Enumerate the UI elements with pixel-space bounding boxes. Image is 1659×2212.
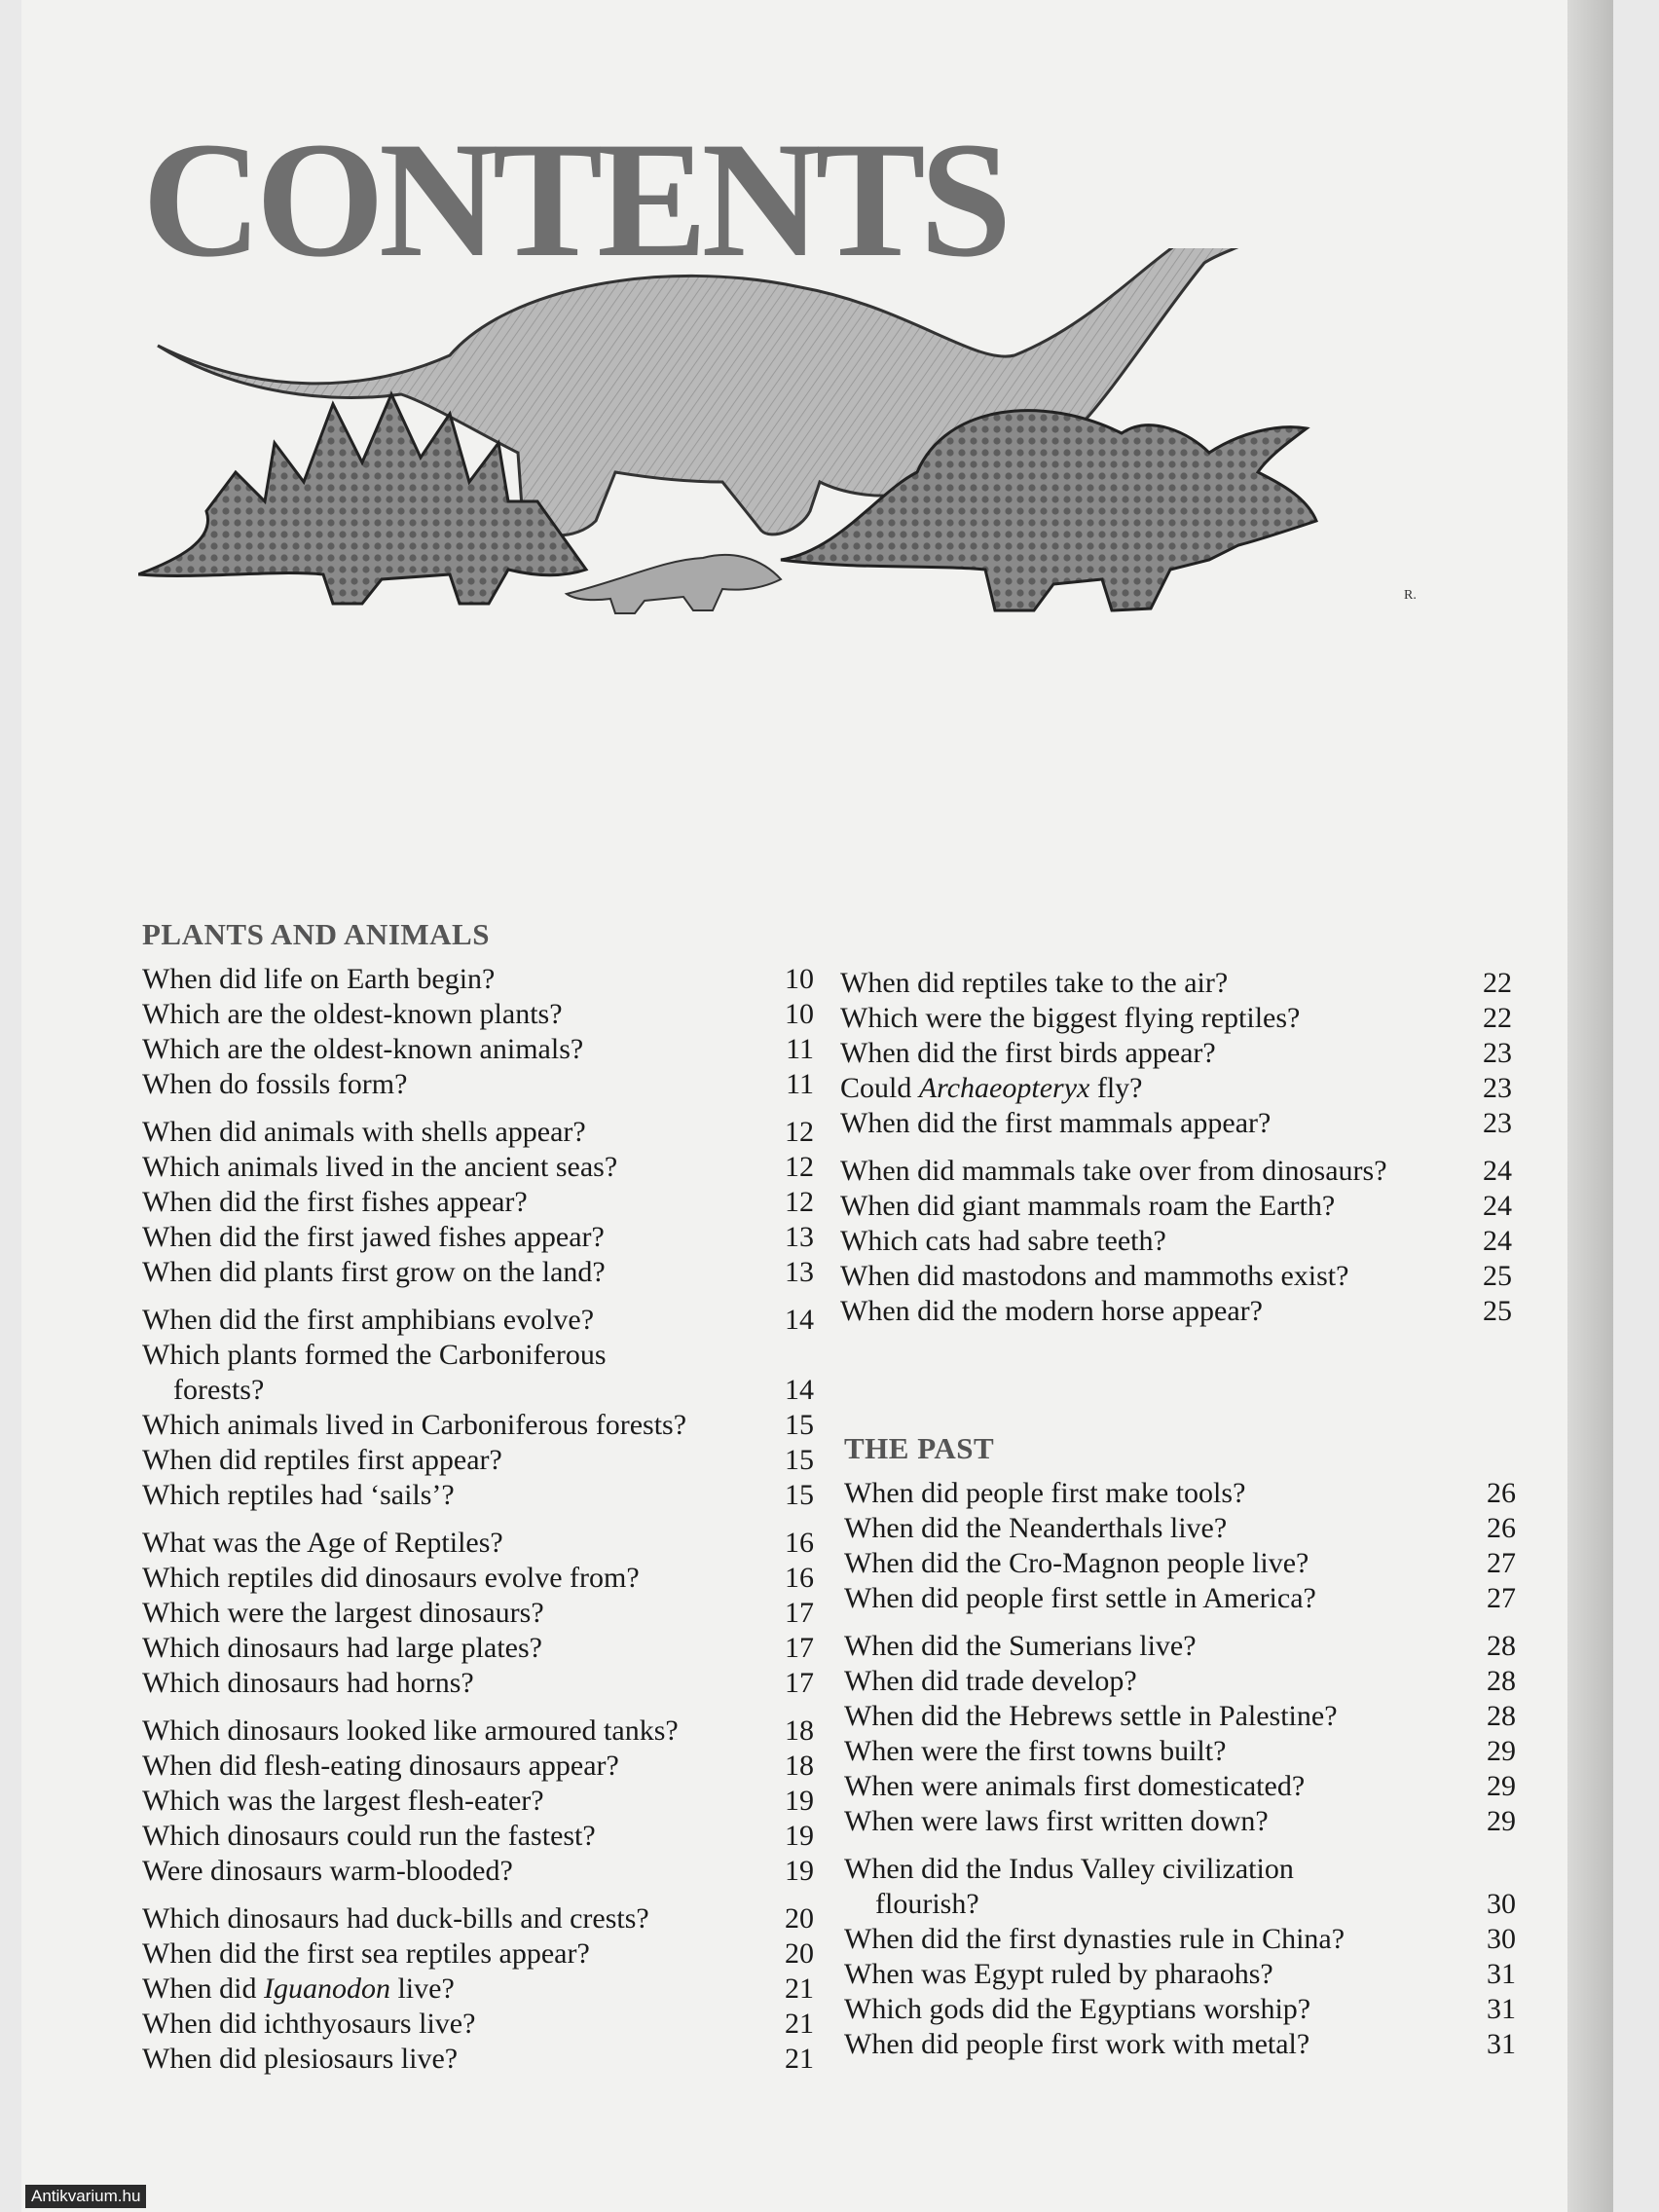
toc-entry-question: When did reptiles first appear? [142,1444,502,1476]
toc-entry-page-number: 11 [786,1068,814,1100]
toc-group [142,1115,814,1290]
toc-entry-question: When did Iguanodon live? [142,1972,455,2005]
toc-entry-page-number: 28 [1487,1665,1516,1697]
toc-entry-page-number: 13 [785,1221,814,1253]
toc-entry[interactable] [840,1294,1512,1329]
toc-entry-question: When did mastodons and mammoths exist? [840,1260,1349,1292]
toc-entry[interactable] [844,1699,1516,1734]
toc-entry-question: Could Archaeopteryx fly? [840,1072,1143,1104]
toc-entry-question: Which gods did the Egyptians worship? [844,1993,1311,2025]
toc-entry-page-number: 24 [1483,1225,1512,1257]
toc-entry[interactable] [840,1154,1512,1189]
toc-entry-page-number: 30 [1487,1888,1516,1920]
toc-entry-page-number: 11 [786,1033,814,1065]
toc-group [844,1629,1516,1839]
toc-entry-question: Which were the largest dinosaurs? [142,1597,544,1629]
toc-entry-question: Which dinosaurs had duck-bills and crests? [142,1902,649,1935]
toc-entry[interactable] [142,1478,814,1513]
page-gutter-shadow [1567,0,1613,2212]
toc-entry[interactable] [142,1303,814,1338]
toc-entry-question: Which dinosaurs had large plates? [142,1632,542,1664]
toc-group [844,1852,1516,2062]
toc-entry-question: Which dinosaurs could run the fastest? [142,1820,596,1852]
toc-entry-question: When did giant mammals roam the Earth? [840,1190,1336,1222]
toc-entry[interactable] [142,1854,814,1889]
toc-entry-page-number: 24 [1483,1190,1512,1222]
toc-entry-question: When did the first amphibians evolve? [142,1304,595,1336]
toc-entry-question: When did the first birds appear? [840,1037,1216,1069]
toc-entry[interactable] [844,1511,1516,1546]
toc-entry-page-number: 31 [1487,1958,1516,1990]
toc-entry[interactable] [142,1408,814,1443]
toc-entry-page-number: 20 [785,1937,814,1970]
toc-entry[interactable] [840,1036,1512,1071]
toc-entry-page-number: 21 [785,2008,814,2040]
toc-entry-page-number: 15 [785,1409,814,1441]
toc-entry-page-number: 17 [785,1597,814,1629]
toc-entry-question: When did flesh-eating dinosaurs appear? [142,1750,619,1782]
toc-entry-page-number: 19 [785,1855,814,1887]
toc-entry-question: When did the first sea reptiles appear? [142,1937,590,1970]
toc-entry[interactable] [844,1664,1516,1699]
toc-entry[interactable] [142,1185,814,1220]
toc-entry-page-number: 31 [1487,1993,1516,2025]
toc-entry-question: What was the Age of Reptiles? [142,1527,503,1559]
toc-entry[interactable] [840,1001,1512,1036]
toc-entry[interactable] [142,1784,814,1819]
toc-entry[interactable] [844,1581,1516,1616]
toc-entry-question: When did mammals take over from dinosaurs? [840,1155,1387,1187]
toc-entry-page-number: 22 [1483,1002,1512,1034]
toc-group [142,1714,814,1889]
toc-entry-page-number: 23 [1483,1072,1512,1104]
toc-entry-question: When did people first make tools? [844,1477,1246,1509]
toc-entry-page-number: 28 [1487,1630,1516,1662]
toc-entry-question: When did the first fishes appear? [142,1186,528,1218]
toc-entry-question: Which reptiles did dinosaurs evolve from? [142,1562,640,1594]
toc-entry-page-number: 26 [1487,1512,1516,1544]
toc-group [142,1901,814,2077]
toc-entry-question: When were animals first domesticated? [844,1770,1306,1802]
toc-entry-page-number: 10 [785,998,814,1030]
toc-entry-page-number: 19 [785,1820,814,1852]
toc-entry[interactable] [142,1338,814,1408]
toc-entry[interactable] [840,1106,1512,1141]
toc-entry-question: When were laws first written down? [844,1805,1269,1837]
toc-entry-page-number: 29 [1487,1770,1516,1802]
toc-group [142,1303,814,1513]
toc-group [840,1154,1512,1329]
toc-entry-page-number: 17 [785,1632,814,1664]
toc-entry-question: When did the modern horse appear? [840,1295,1263,1327]
toc-entry[interactable] [844,1957,1516,1992]
toc-entry-page-number: 23 [1483,1107,1512,1139]
toc-entry[interactable] [142,1150,814,1185]
toc-entry[interactable] [142,1714,814,1749]
toc-entry-question: When did the first mammals appear? [840,1107,1272,1139]
toc-entry-question: When did reptiles take to the air? [840,967,1229,999]
illustration-signature: R. [1404,588,1417,603]
toc-entry-page-number: 15 [785,1479,814,1511]
toc-entry-question: When did plants first grow on the land? [142,1256,606,1288]
toc-entry-question: When was Egypt ruled by pharaohs? [844,1958,1273,1990]
toc-column-left [142,915,814,2089]
toc-entry-question: Which reptiles had ‘sails’? [142,1479,455,1511]
toc-entry-page-number: 22 [1483,967,1512,999]
toc-entry-page-number: 31 [1487,2028,1516,2060]
toc-entry[interactable] [840,1071,1512,1106]
toc-entry[interactable] [844,1734,1516,1769]
toc-entry-page-number: 27 [1487,1547,1516,1579]
toc-entry[interactable] [844,1476,1516,1511]
toc-entry-question: When did the first dynasties rule in China? [844,1923,1346,1955]
toc-entry-question: When did animals with shells appear? [142,1116,586,1148]
toc-entry-page-number: 15 [785,1444,814,1476]
toc-entry[interactable] [142,1526,814,1561]
toc-entry[interactable] [844,1992,1516,2027]
toc-entry-page-number: 17 [785,1667,814,1699]
toc-entry[interactable] [844,1769,1516,1804]
toc-entry-question: Which cats had sabre teeth? [840,1225,1166,1257]
toc-entry-question: When did plesiosaurs live? [142,2043,459,2075]
toc-entry-page-number: 25 [1483,1295,1512,1327]
toc-entry-question: Which are the oldest-known plants? [142,998,563,1030]
toc-entry[interactable] [142,1901,814,1936]
toc-entry-page-number: 25 [1483,1260,1512,1292]
toc-entry-page-number: 13 [785,1256,814,1288]
toc-entry[interactable] [142,1115,814,1150]
toc-entry[interactable] [840,966,1512,1001]
toc-entry-page-number: 24 [1483,1155,1512,1187]
toc-entry[interactable] [844,1629,1516,1664]
toc-entry-page-number: 20 [785,1902,814,1935]
toc-column-right-top [840,966,1512,1342]
toc-entry[interactable] [142,997,814,1032]
toc-entry-page-number: 12 [785,1151,814,1183]
toc-entry-question: When did the Neanderthals live? [844,1512,1228,1544]
toc-entry[interactable] [142,1596,814,1631]
toc-entry-page-number: 10 [785,963,814,995]
toc-entry[interactable] [142,1443,814,1478]
toc-entry-question: When did the Sumerians live? [844,1630,1197,1662]
toc-entry[interactable] [844,1852,1516,1922]
toc-entry[interactable] [840,1259,1512,1294]
book-page [21,0,1613,2212]
toc-entry-question: Which was the largest flesh-eater? [142,1785,544,1817]
toc-entry[interactable] [142,2007,814,2042]
toc-entry-question: When did ichthyosaurs live? [142,2008,476,2040]
toc-entry-question: Were dinosaurs warm-blooded? [142,1855,513,1887]
toc-entry-question: When did people first work with metal? [844,2028,1310,2060]
toc-entry[interactable] [142,1032,814,1067]
toc-entry[interactable] [142,1972,814,2007]
toc-entry-question: Which dinosaurs looked like armoured tanks? [142,1714,679,1747]
toc-entry[interactable] [142,1936,814,1972]
toc-entry-question: When did trade develop? [844,1665,1137,1697]
toc-entry-question: Which animals lived in the ancient seas? [142,1151,618,1183]
toc-entry-question: Which are the oldest-known animals? [142,1033,584,1065]
toc-entry[interactable] [142,1749,814,1784]
watermark: Antikvarium.hu [25,2185,146,2208]
toc-entry-question: Which plants formed the Carboniferous forests? [142,1339,607,1406]
toc-entry-page-number: 27 [1487,1582,1516,1614]
toc-entry[interactable] [844,1546,1516,1581]
toc-entry-page-number: 21 [785,2043,814,2075]
toc-entry-question: When do fossils form? [142,1068,408,1100]
small-dinosaur-figure [567,555,781,613]
toc-entry[interactable] [142,1255,814,1290]
toc-entry[interactable] [142,1220,814,1255]
toc-entry-question: When did life on Earth begin? [142,963,496,995]
toc-entry-page-number: 26 [1487,1477,1516,1509]
toc-entry-question: Which were the biggest flying reptiles? [840,1002,1301,1034]
toc-entry-page-number: 23 [1483,1037,1512,1069]
toc-entry-page-number: 29 [1487,1805,1516,1837]
toc-entry[interactable] [844,1804,1516,1839]
toc-entry-page-number: 16 [785,1562,814,1594]
page-title: CONTENTS [142,108,1007,291]
toc-entry-question: When did the Hebrews settle in Palestine? [844,1700,1338,1732]
toc-entry-page-number: 16 [785,1527,814,1559]
toc-entry[interactable] [142,1666,814,1701]
toc-entry-page-number: 18 [785,1714,814,1747]
section-heading: THE PAST [844,1431,995,1465]
toc-group [142,1526,814,1701]
toc-entry-page-number: 19 [785,1785,814,1817]
toc-entry[interactable] [142,2042,814,2077]
toc-group [844,1476,1516,1616]
section-heading: PLANTS AND ANIMALS [142,917,490,951]
toc-entry[interactable] [844,2027,1516,2062]
toc-entry-page-number: 18 [785,1750,814,1782]
toc-entry[interactable] [844,1922,1516,1957]
toc-entry[interactable] [840,1224,1512,1259]
toc-entry-question: When did the first jawed fishes appear? [142,1221,605,1253]
toc-entry[interactable] [142,1067,814,1102]
toc-entry-question: When did people first settle in America? [844,1582,1316,1614]
toc-entry-question: When did the Cro-Magnon people live? [844,1547,1309,1579]
toc-entry[interactable] [142,1631,814,1666]
toc-entry-page-number: 14 [785,1374,814,1406]
toc-entry-page-number: 12 [785,1116,814,1148]
toc-column-right-bottom [844,1429,1516,2075]
dinosaur-illustration [138,248,1521,896]
toc-entry[interactable] [142,962,814,997]
toc-entry-page-number: 21 [785,1972,814,2005]
toc-entry-question: Which animals lived in Carboniferous forests? [142,1409,687,1441]
toc-entry[interactable] [840,1189,1512,1224]
toc-entry-question: When did the Indus Valley civilization flourish? [844,1853,1294,1920]
toc-entry[interactable] [142,1561,814,1596]
toc-entry-page-number: 12 [785,1186,814,1218]
toc-entry-page-number: 29 [1487,1735,1516,1767]
toc-entry-page-number: 14 [785,1304,814,1336]
toc-entry-page-number: 28 [1487,1700,1516,1732]
toc-entry-question: When were the first towns built? [844,1735,1227,1767]
toc-entry-question: Which dinosaurs had horns? [142,1667,474,1699]
toc-entry[interactable] [142,1819,814,1854]
toc-entry-page-number: 30 [1487,1923,1516,1955]
toc-group [840,966,1512,1141]
toc-group [142,962,814,1102]
